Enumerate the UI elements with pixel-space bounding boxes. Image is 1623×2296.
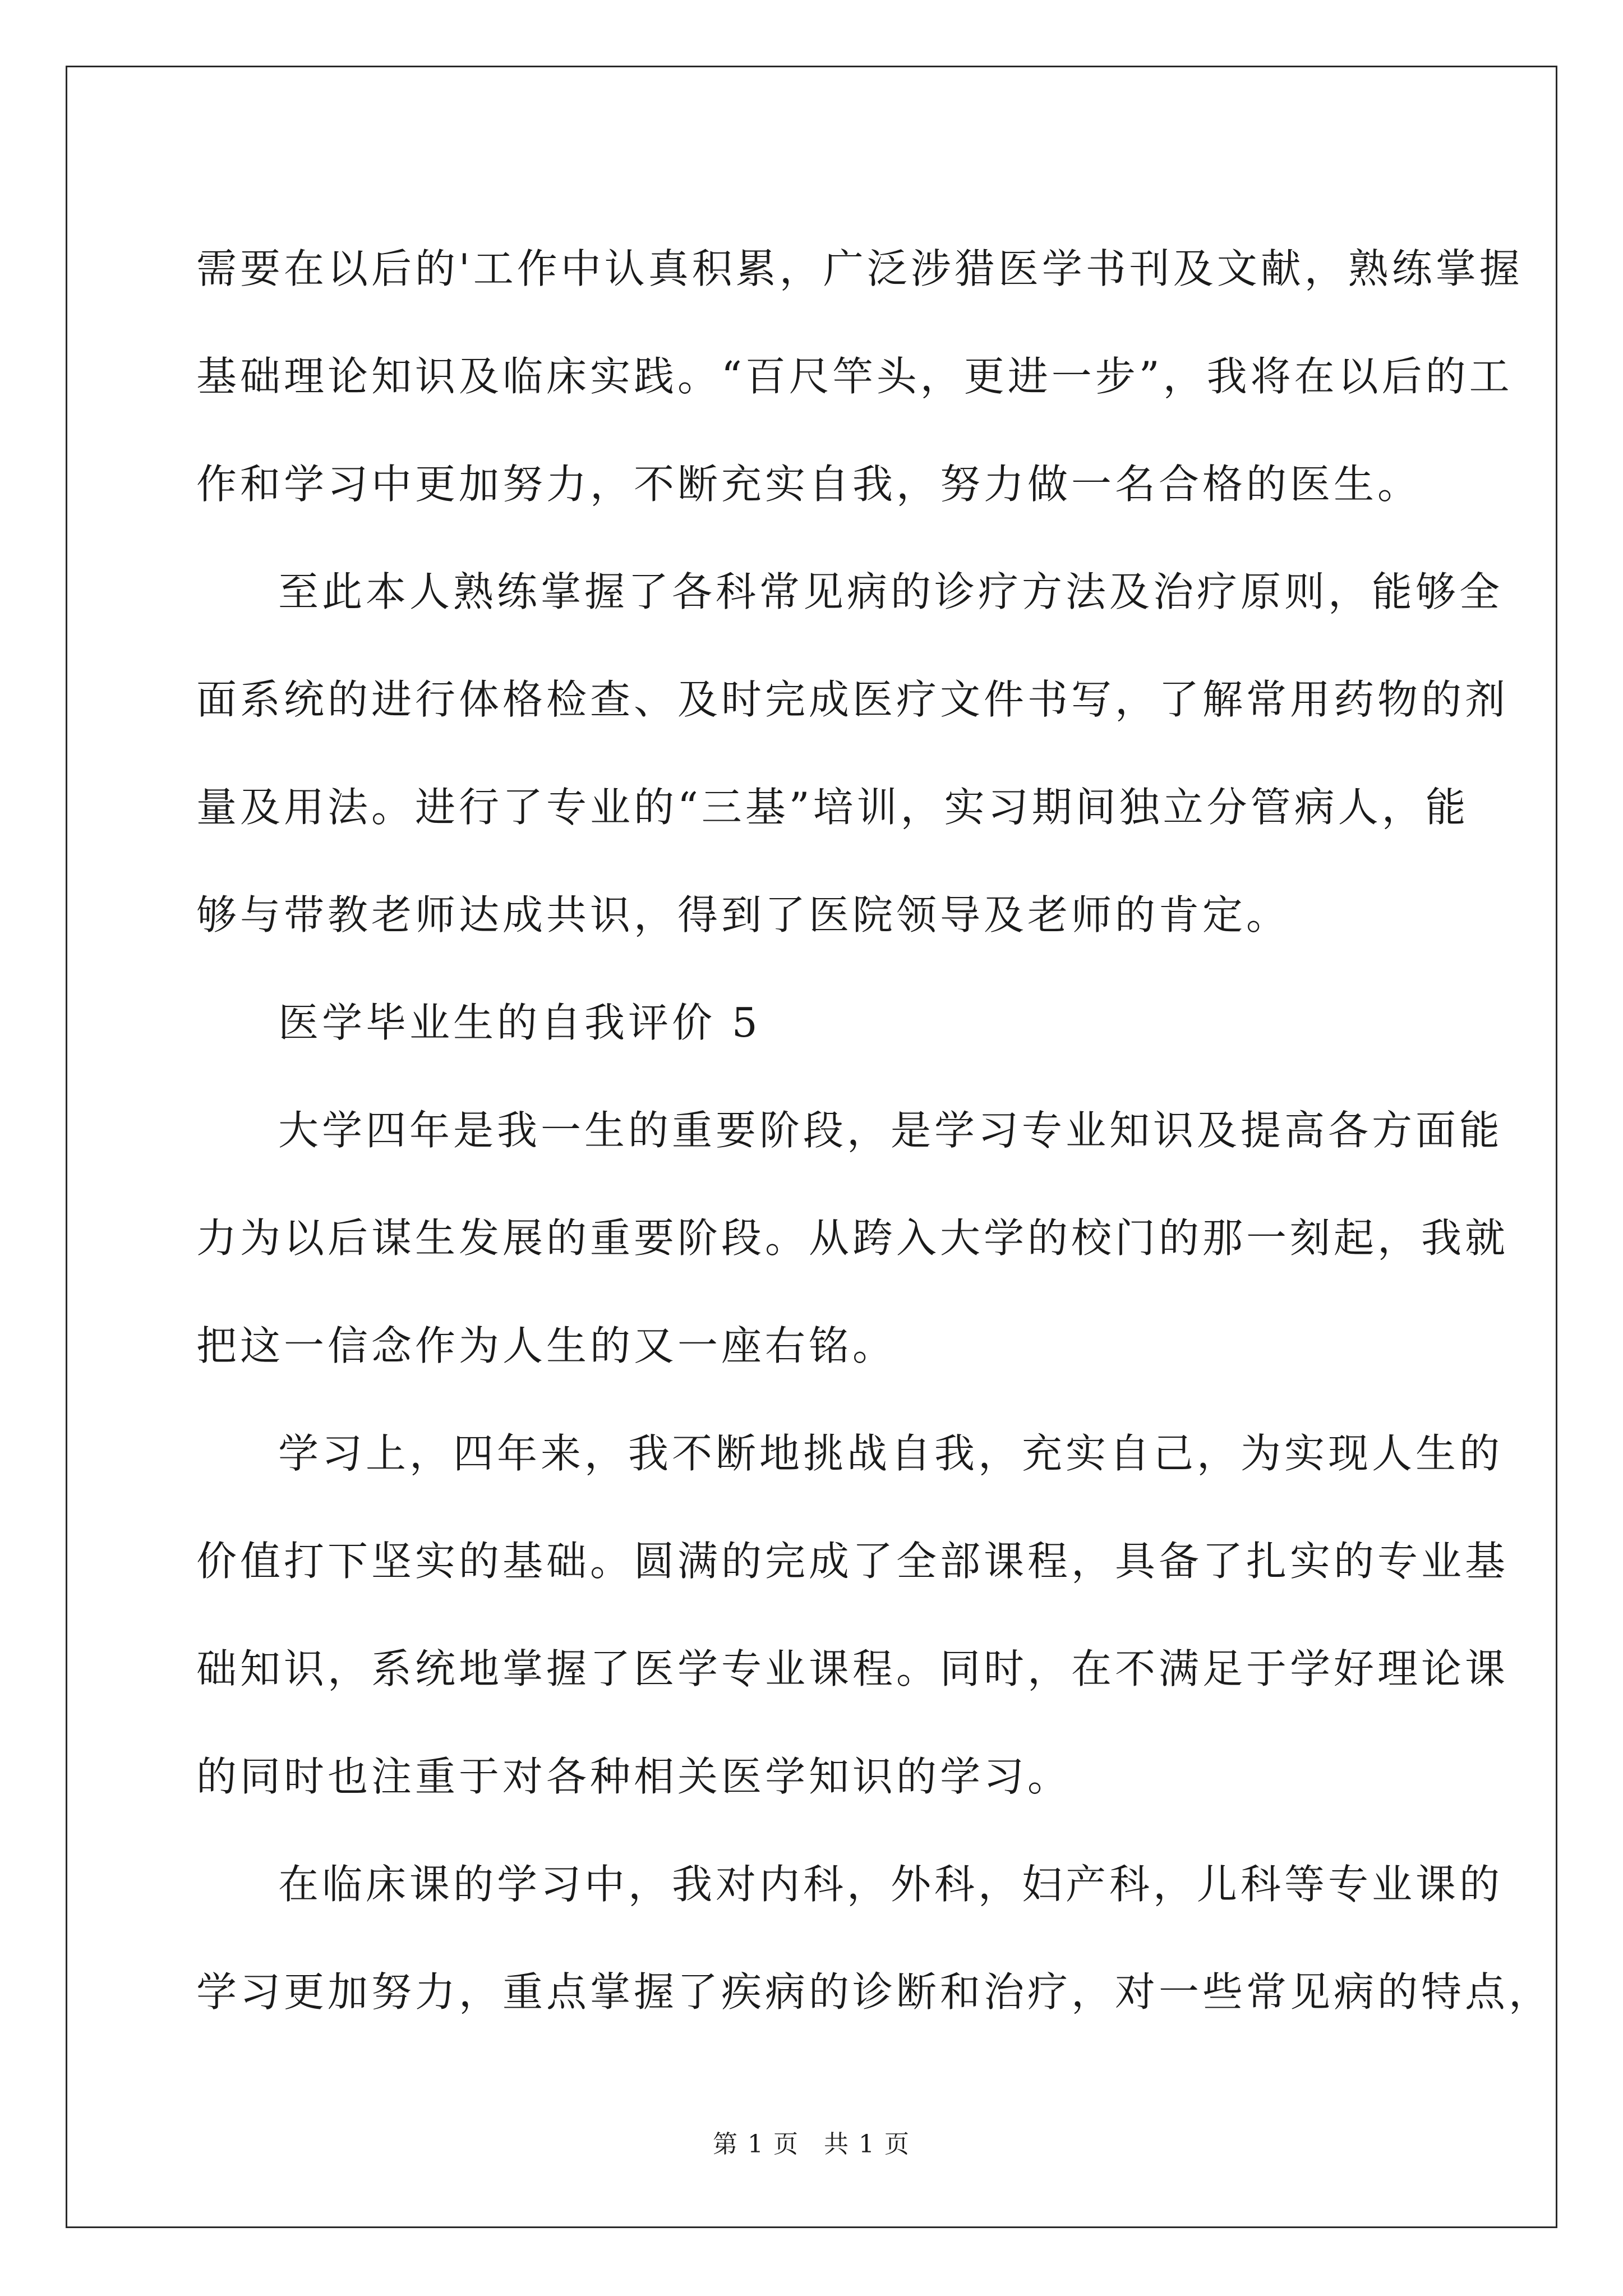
- text-line: 需要在以后的'工作中认真积累，广泛涉猎医学书刊及文献，熟练掌握: [196, 245, 1523, 292]
- text-line: 学习上，四年来，我不断地挑战自我，充实自己，为实现人生的: [278, 1430, 1504, 1477]
- paragraph: [196, 538, 1509, 969]
- text-line: 量及用法。进行了专业的“三基”培训，实习期间独立分管病人，能: [196, 784, 1469, 831]
- text-line: 够与带教老师达成共识，得到了医院领导及老师的肯定。: [196, 891, 1290, 938]
- text-line: 的同时也注重于对各种相关医学知识的学习。: [196, 1753, 1072, 1800]
- page-footer: [0, 2124, 1623, 2160]
- document-body: [196, 215, 1553, 2046]
- text-line: 把这一信念作为人生的又一座右铭。: [196, 1322, 897, 1369]
- text-line: 学习更加努力，重点掌握了疾病的诊断和治疗，对一些常见病的特点，: [196, 1968, 1553, 2016]
- paragraph: [196, 1076, 1509, 1400]
- section-heading-text: 医学毕业生的自我评价 5: [278, 999, 761, 1046]
- text-line: 价值打下坚实的基础。圆满的完成了全部课程，具备了扎实的专业基: [196, 1538, 1509, 1585]
- text-line: 面系统的进行体格检查、及时完成医疗文件书写，了解常用药物的剂: [196, 676, 1509, 723]
- text-line: 基础理论知识及临床实践。“百尺竿头，更进一步”，我将在以后的工: [196, 353, 1513, 400]
- text-line: 力为以后谋生发展的重要阶段。从跨入大学的校门的那一刻起，我就: [196, 1214, 1509, 1262]
- text-line: 作和学习中更加努力，不断充实自我，努力做一名合格的医生。: [196, 461, 1422, 508]
- page-number: 第 1 页: [713, 2130, 799, 2159]
- text-line: 大学四年是我一生的重要阶段，是学习专业知识及提高各方面能: [278, 1107, 1504, 1154]
- text-line: 至此本人熟练掌握了各科常见病的诊疗方法及治疗原则，能够全: [278, 568, 1504, 615]
- paragraph: [196, 1400, 1509, 1830]
- text-line: 础知识，系统地掌握了医学专业课程。同时，在不满足于学好理论课: [196, 1645, 1509, 1692]
- section-heading: [196, 969, 1433, 1076]
- text-line: 在临床课的学习中，我对内科，外科，妇产科，儿科等专业课的: [278, 1861, 1504, 1908]
- page-total: 共 1 页: [824, 2130, 910, 2159]
- paragraph: [196, 1830, 1553, 2046]
- paragraph: [196, 215, 1523, 538]
